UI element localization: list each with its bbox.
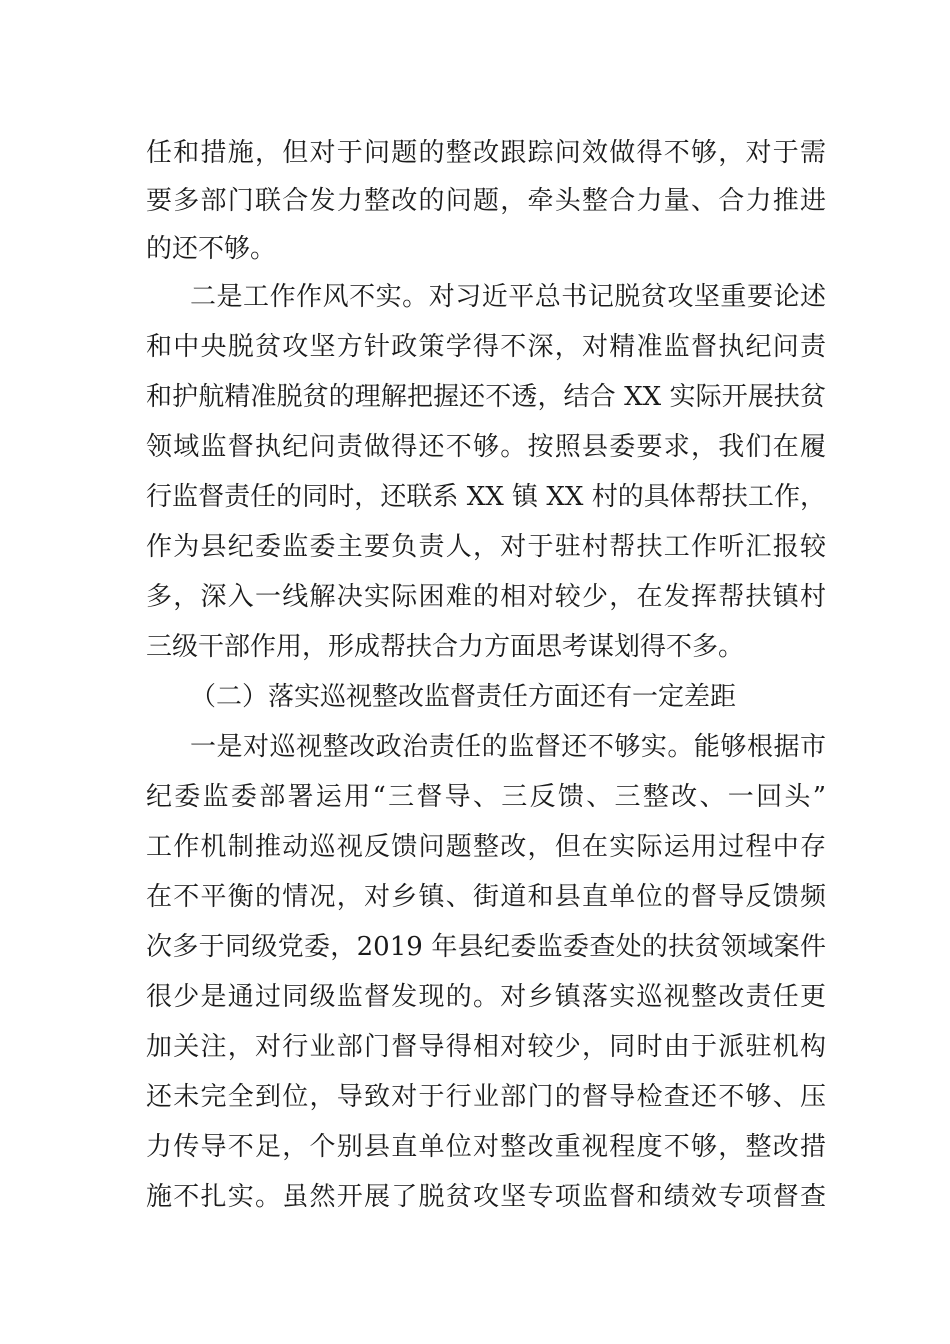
paragraph-line: 领域监督执纪问责做得还不够。按照县委要求，我们在履: [146, 432, 826, 462]
paragraph-line: 的还不够。: [146, 234, 277, 264]
paragraph-line: 纪委监委部署运用“三督导、三反馈、三整改、一回头”: [146, 782, 826, 812]
paragraph-line: 要多部门联合发力整改的问题，牵头整合力量、合力推进: [146, 186, 826, 216]
paragraph-line: 三级干部作用，形成帮扶合力方面思考谋划得不多。: [146, 632, 745, 662]
section-heading: （二）落实巡视整改监督责任方面还有一定差距: [190, 682, 737, 712]
paragraph-line: 次多于同级党委，2019 年县纪委监委查处的扶贫领域案件: [146, 932, 826, 962]
paragraph-line: 施不扎实。虽然开展了脱贫攻坚专项监督和绩效专项督查: [146, 1182, 826, 1212]
paragraph-line: 工作机制推动巡视反馈问题整改，但在实际运用过程中存: [146, 832, 826, 862]
paragraph-line: 和护航精准脱贫的理解把握还不透，结合 XX 实际开展扶贫: [146, 382, 826, 412]
paragraph-line: 二是工作作风不实。对习近平总书记脱贫攻坚重要论述: [190, 282, 826, 312]
paragraph-line: 一是对巡视整改政治责任的监督还不够实。能够根据市: [190, 732, 826, 762]
paragraph-line: 力传导不足，个别县直单位对整改重视程度不够，整改措: [146, 1132, 826, 1162]
paragraph-line: 加关注，对行业部门督导得相对较少，同时由于派驻机构: [146, 1032, 826, 1062]
paragraph-line: 作为县纪委监委主要负责人，对于驻村帮扶工作听汇报较: [146, 532, 826, 562]
paragraph-line: 在不平衡的情况，对乡镇、街道和县直单位的督导反馈频: [146, 882, 826, 912]
paragraph-line: 任和措施，但对于问题的整改跟踪问效做得不够，对于需: [146, 138, 826, 168]
paragraph-line: 行监督责任的同时，还联系 XX 镇 XX 村的具体帮扶工作，: [146, 482, 826, 512]
paragraph-line: 很少是通过同级监督发现的。对乡镇落实巡视整改责任更: [146, 982, 826, 1012]
paragraph-line: 还未完全到位，导致对于行业部门的督导检查还不够、压: [146, 1082, 826, 1112]
paragraph-line: 多，深入一线解决实际困难的相对较少，在发挥帮扶镇村: [146, 582, 826, 612]
paragraph-line: 和中央脱贫攻坚方针政策学得不深，对精准监督执纪问责: [146, 332, 826, 362]
